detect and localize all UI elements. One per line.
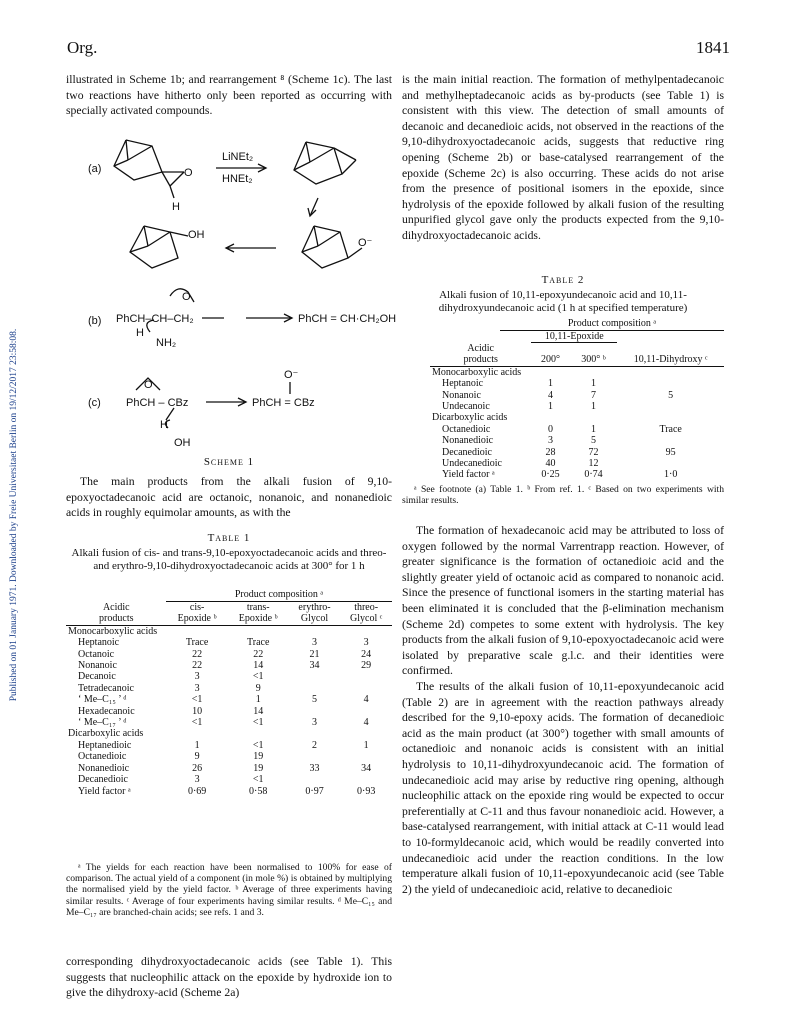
table-column-header: Glycol ᶜ [340, 613, 392, 625]
table-cell: 1 [590, 378, 596, 390]
table-cell: 5 [312, 694, 318, 706]
table-column-header: 200° [531, 354, 569, 366]
table-cell [340, 706, 392, 717]
svg-text:O: O [144, 379, 153, 391]
table-cell: 12 [588, 457, 599, 469]
table-cell: 1 [590, 423, 596, 435]
table-cell [289, 706, 341, 717]
table-column-header: 10,11-Dihydroxy ᶜ [617, 354, 724, 366]
table-row [430, 458, 724, 469]
table-row [66, 763, 392, 774]
table-row [66, 694, 392, 705]
table-cell: <1 [191, 694, 203, 706]
left-intro-paragraph: illustrated in Scheme 1b; and rearrangement ⁸ (Scheme 1c). The last two reactions have hitherto only been reported as occurring with specially activated compounds. [66, 73, 392, 118]
table-cell: 29 [361, 660, 372, 672]
table-row [430, 378, 724, 389]
table-cell: 3 [194, 774, 200, 786]
table-column-header [617, 343, 724, 354]
table-cell: <1 [252, 774, 264, 786]
svg-text:HNEt₂: HNEt₂ [222, 173, 253, 185]
table-row [66, 706, 392, 717]
svg-text:(b): (b) [88, 315, 102, 327]
table-cell: 1·0 [663, 469, 678, 481]
table-cell: 33 [309, 762, 320, 774]
table-cell: 28 [545, 446, 556, 458]
table-row [430, 424, 724, 435]
table-row-label: Undecanoic [442, 400, 490, 412]
table-cell: 19 [253, 762, 264, 774]
table-cell: 0·93 [356, 785, 376, 797]
scheme-1-drawing [66, 128, 396, 453]
table-row-label: Decanoic [78, 671, 116, 683]
table-cell: 0 [547, 423, 553, 435]
table-column-header: Glycol [289, 613, 341, 625]
table-cell [617, 458, 724, 469]
table-row-label: Decanedioic [442, 446, 492, 458]
table-row [430, 435, 724, 446]
table-2-footnote: ᵃ See footnote (a) Table 1. ᵇ From ref. 1. ᶜ Based on two experiments with similar results. [402, 484, 724, 507]
table-cell: 22 [192, 660, 203, 672]
svg-text:O: O [184, 167, 193, 179]
svg-text:(a): (a) [88, 163, 102, 175]
table-2-caption: Alkali fusion of 10,11-epoxyundecanoic acid and 10,11-dihydroxyundecanoic acid (1 h at specified temperature) [438, 289, 688, 314]
table-row-label: Nonanedioic [442, 435, 494, 447]
svg-text:(c): (c) [88, 397, 101, 409]
table-row [66, 660, 392, 671]
table-column-header: threo- [354, 602, 379, 613]
table-cell: 0·25 [541, 469, 560, 481]
table-cell [289, 774, 341, 785]
table-cell: 34 [309, 660, 320, 672]
table-1-title: Table 1 [207, 532, 251, 544]
table-cell: 21 [309, 648, 320, 660]
table-row [66, 683, 392, 694]
table-column-header: Epoxide ᵇ [167, 613, 228, 625]
table-row [66, 637, 392, 648]
table-cell [617, 401, 724, 412]
table-cell: 5 [668, 389, 674, 401]
page-header-left: Org. [67, 38, 98, 57]
table-cell [289, 671, 341, 682]
table-1-group-header: Product composition ᵃ [166, 589, 392, 602]
table-row [66, 786, 392, 797]
table-row-label: Nonanoic [442, 389, 481, 401]
table-cell: 0·69 [187, 785, 207, 797]
table-2 [430, 318, 724, 481]
table-cell: 3 [363, 637, 369, 649]
table-row-label: Octanoic [78, 648, 115, 660]
table-cell: 22 [192, 648, 203, 660]
table-cell: 4 [363, 717, 369, 729]
table-cell: 22 [253, 648, 264, 660]
table-1-footnote: ᵃ The yields for each reaction have been normalised to 100% for ease of comparison. The actual yield of a component (in mole %) is obtained by multiplying the normalised yield by the yield factor. ᵇ Average of three experiments having similar results. ᶜ Average of four experiments having similar results. ᵈ Me–C₁₅ and Me–C₁₇ are branched-chain acids; see refs. 1 and 3. [66, 862, 392, 918]
table-cell: <1 [252, 671, 264, 683]
table-cell: <1 [252, 739, 264, 751]
table-column-header: trans- [246, 602, 270, 613]
table-column-header: Acidic [102, 602, 130, 613]
svg-text:H: H [136, 327, 144, 339]
table-column-header: products [430, 354, 531, 366]
table-cell [340, 671, 392, 682]
table-cell: 7 [590, 389, 596, 401]
table-cell: 0·97 [305, 785, 324, 797]
svg-text:PhCH – CBz: PhCH – CBz [126, 397, 189, 409]
table-1 [66, 589, 392, 797]
table-column-header [531, 343, 569, 354]
table-cell: Trace [247, 637, 270, 649]
table-row [430, 390, 724, 401]
right-top-paragraph: is the main initial reaction. The formation of methylpentadecanoic and methylheptadecanoic acids as by-products (see Table 1) is consistent with this view. The detection of small amounts of decanoic and decanedioic acids, not observed in the reactions of the 9,10-dihydroxyoctadecanoic acids, suggests that reductive ring opening (Scheme 2b) or base-catalysed rearrangement of the epoxide (Scheme 2c) is also occurring. These acids do not arise from the presence of positional isomers in the epoxide, since hydrolysis of the epoxide followed by alkali fusion of the resulting unpurified glycol gave only the products expected from the 9,10-dihydroxyoctadecanoic acids. [402, 73, 724, 242]
table-row [430, 469, 724, 480]
table-section-heading: Dicarboxylic acids [68, 728, 144, 740]
table-row-label: Octanedioic [78, 751, 127, 763]
table-cell: <1 [252, 717, 264, 729]
table-cell: 1 [590, 400, 596, 412]
svg-text:PhCH–CH–CH₂: PhCH–CH–CH₂ [116, 313, 194, 325]
table-cell: 3 [194, 682, 200, 694]
table-1-caption: Alkali fusion of cis- and trans-9,10-epoxyoctadecanoic acids and threo- and erythro-9,10-dihydroxyoctadecanoic acids at 300° for 1 h [71, 547, 387, 572]
svg-text:H: H [160, 419, 168, 431]
table-cell: 26 [192, 762, 203, 774]
table-cell: 1 [547, 400, 553, 412]
svg-text:PhCH = CH·CH₂OH: PhCH = CH·CH₂OH [298, 313, 396, 325]
table-cell: 0·58 [249, 785, 268, 797]
table-row-label: Heptanoic [442, 378, 484, 390]
table-cell: 3 [194, 671, 200, 683]
table-row [66, 671, 392, 682]
right-paragraph-2: The formation of hexadecanoic acid may be attributed to loss of oxygen followed by the normal Varrentrapp reaction. However, of greater significance is the formation of octanedioic acid and the slightly greater yield of octanoic acid as compared to nonanoic acid. Since the presence of functional isomers in the starting material has been eliminated it is concluded that the β-elimination mechanism (Scheme 2d) competes to some extent with hydrolysis. The key products from the alkali fusion of 9,10-epoxyoctadecanoic acid were isolated by preparative scale g.l.c. and their identities were confirmed. [402, 524, 724, 678]
table-cell: 10 [192, 705, 203, 717]
table-column-header: 300° ᵇ [570, 354, 618, 366]
table-section-heading: Monocarboxylic acids [432, 366, 522, 378]
svg-text:OH: OH [188, 229, 205, 241]
table-row-label: Heptanedioic [78, 739, 132, 751]
table-cell: 34 [361, 762, 372, 774]
table-cell: 72 [588, 446, 599, 458]
table-row-label: Heptanoic [78, 637, 120, 649]
table-row-label: Yield factor ᵃ [442, 469, 495, 481]
svg-text:O⁻: O⁻ [358, 237, 373, 249]
table-cell: 0·74 [584, 469, 603, 481]
table-row [430, 447, 724, 458]
table-row [66, 717, 392, 728]
table-row-label: Undecanedioic [442, 457, 502, 469]
table-row-label: Yield factor ᵃ [78, 785, 131, 797]
table-cell: 1 [547, 378, 553, 390]
table-cell: 9 [255, 682, 261, 694]
right-paragraph-3: The results of the alkali fusion of 10,11-epoxyundecanoic acid (Table 2) are in agreement with the reaction pathways already described for the 9,10-epoxy acids. The formation of decanedioic acid as the main product (at 300°) together with small amounts of octanedioic and nonanoic acids is consistent with an initial hydrolysis to 10,11-dihydroxyundecanoic acid. The formation of undecanedioic acid may arise by reductive ring opening, although nucleophilic attack on the epoxide ring would be expected to occur preferentially at C-11 and thus favour nonanedioic acid. However, a base-catalysed rearrangement, with initial attack at C-11 would lead to 10-formyldecanoic acid, which would be readily converted into undecanedioic acid under the reaction conditions. In the low temperature alkali fusion of 10,11-epoxyundecanoic acid (see Table 2) the yield of undecanedioic acid, relative to decanedioic [402, 680, 724, 896]
download-watermark: Published on 01 January 1971. Downloaded by Freie Universitaet Berlin on 19/12/2017 23:58:08. [9, 328, 19, 702]
table-cell: 4 [547, 389, 553, 401]
table-cell [289, 751, 341, 762]
table-cell: 1 [363, 739, 369, 751]
table-subgroup-header: 10,11-Epoxide [531, 331, 617, 343]
table-2-title: Table 2 [541, 274, 585, 286]
table-cell: 4 [363, 694, 369, 706]
table-cell: 14 [253, 705, 264, 717]
table-cell [617, 378, 724, 389]
table-row-label: Nonanedioic [78, 762, 130, 774]
table-row-label: Nonanoic [78, 660, 117, 672]
table-row [66, 774, 392, 785]
table-cell [340, 751, 392, 762]
table-cell: Trace [659, 423, 682, 435]
table-cell: 3 [312, 717, 318, 729]
table-cell: 3 [312, 637, 318, 649]
table-row [66, 740, 392, 751]
svg-text:PhCH = CBz: PhCH = CBz [252, 397, 315, 409]
table-row [66, 649, 392, 660]
table-cell: <1 [191, 717, 203, 729]
table-column-header: Acidic [467, 342, 494, 354]
table-cell: 2 [312, 739, 318, 751]
table-cell [289, 683, 341, 694]
table-cell: 24 [361, 648, 372, 660]
svg-text:OH: OH [174, 437, 191, 449]
page-number: 1841 [696, 38, 730, 57]
table-cell: Trace [185, 637, 209, 649]
svg-text:NH₂: NH₂ [156, 337, 177, 349]
table-row-label: ‘ Me–C₁₅ ’ ᵈ [78, 694, 127, 706]
table-cell: 9 [194, 751, 200, 763]
scheme-1-caption: Scheme 1 [203, 456, 255, 468]
left-mid-paragraph: The main products from the alkali fusion of 9,10-epoxyoctadecanoic acid are octanoic, nonanoic, and nonanedioic acids in roughly equimolar amounts, as with the [66, 475, 392, 520]
table-row-label: Octanedioic [442, 423, 491, 435]
table-row [430, 401, 724, 412]
table-row-label: Decanedioic [78, 774, 128, 786]
svg-text:O: O [182, 291, 191, 303]
table-column-header: Epoxide ᵇ [228, 613, 289, 625]
table-row-label: Hexadecanoic [78, 705, 135, 717]
table-cell: 19 [253, 751, 264, 763]
table-cell: 5 [590, 435, 596, 447]
svg-text:H: H [172, 201, 180, 213]
table-cell: 3 [547, 435, 553, 447]
table-cell: 40 [545, 457, 556, 469]
table-row-label: ‘ Me–C₁₇ ’ ᵈ [78, 717, 127, 729]
table-cell: 14 [253, 660, 264, 672]
table-cell [340, 774, 392, 785]
table-section-heading: Monocarboxylic acids [68, 625, 158, 637]
table-cell [340, 683, 392, 694]
table-column-header: products [66, 613, 167, 625]
table-cell: 1 [255, 694, 261, 706]
table-row [66, 751, 392, 762]
table-cell [617, 435, 724, 446]
table-column-header [570, 343, 618, 354]
table-cell: 1 [194, 739, 200, 751]
table-2-group-header: Product composition ᵃ [500, 318, 724, 331]
svg-text:LiNEt₂: LiNEt₂ [222, 151, 254, 163]
table-cell: 95 [665, 446, 676, 458]
table-column-header: cis- [189, 602, 205, 613]
table-row-label: Tetradecanoic [78, 682, 134, 694]
table-section-heading: Dicarboxylic acids [432, 412, 508, 424]
table-column-header: erythro- [298, 602, 331, 613]
left-bottom-paragraph: corresponding dihydroxyoctadecanoic acids (see Table 1). This suggests that nucleophilic attack on the epoxide by hydroxide ion to give the dihydroxy-acid (Scheme 2a) [66, 955, 392, 1000]
svg-text:O⁻: O⁻ [284, 369, 299, 381]
